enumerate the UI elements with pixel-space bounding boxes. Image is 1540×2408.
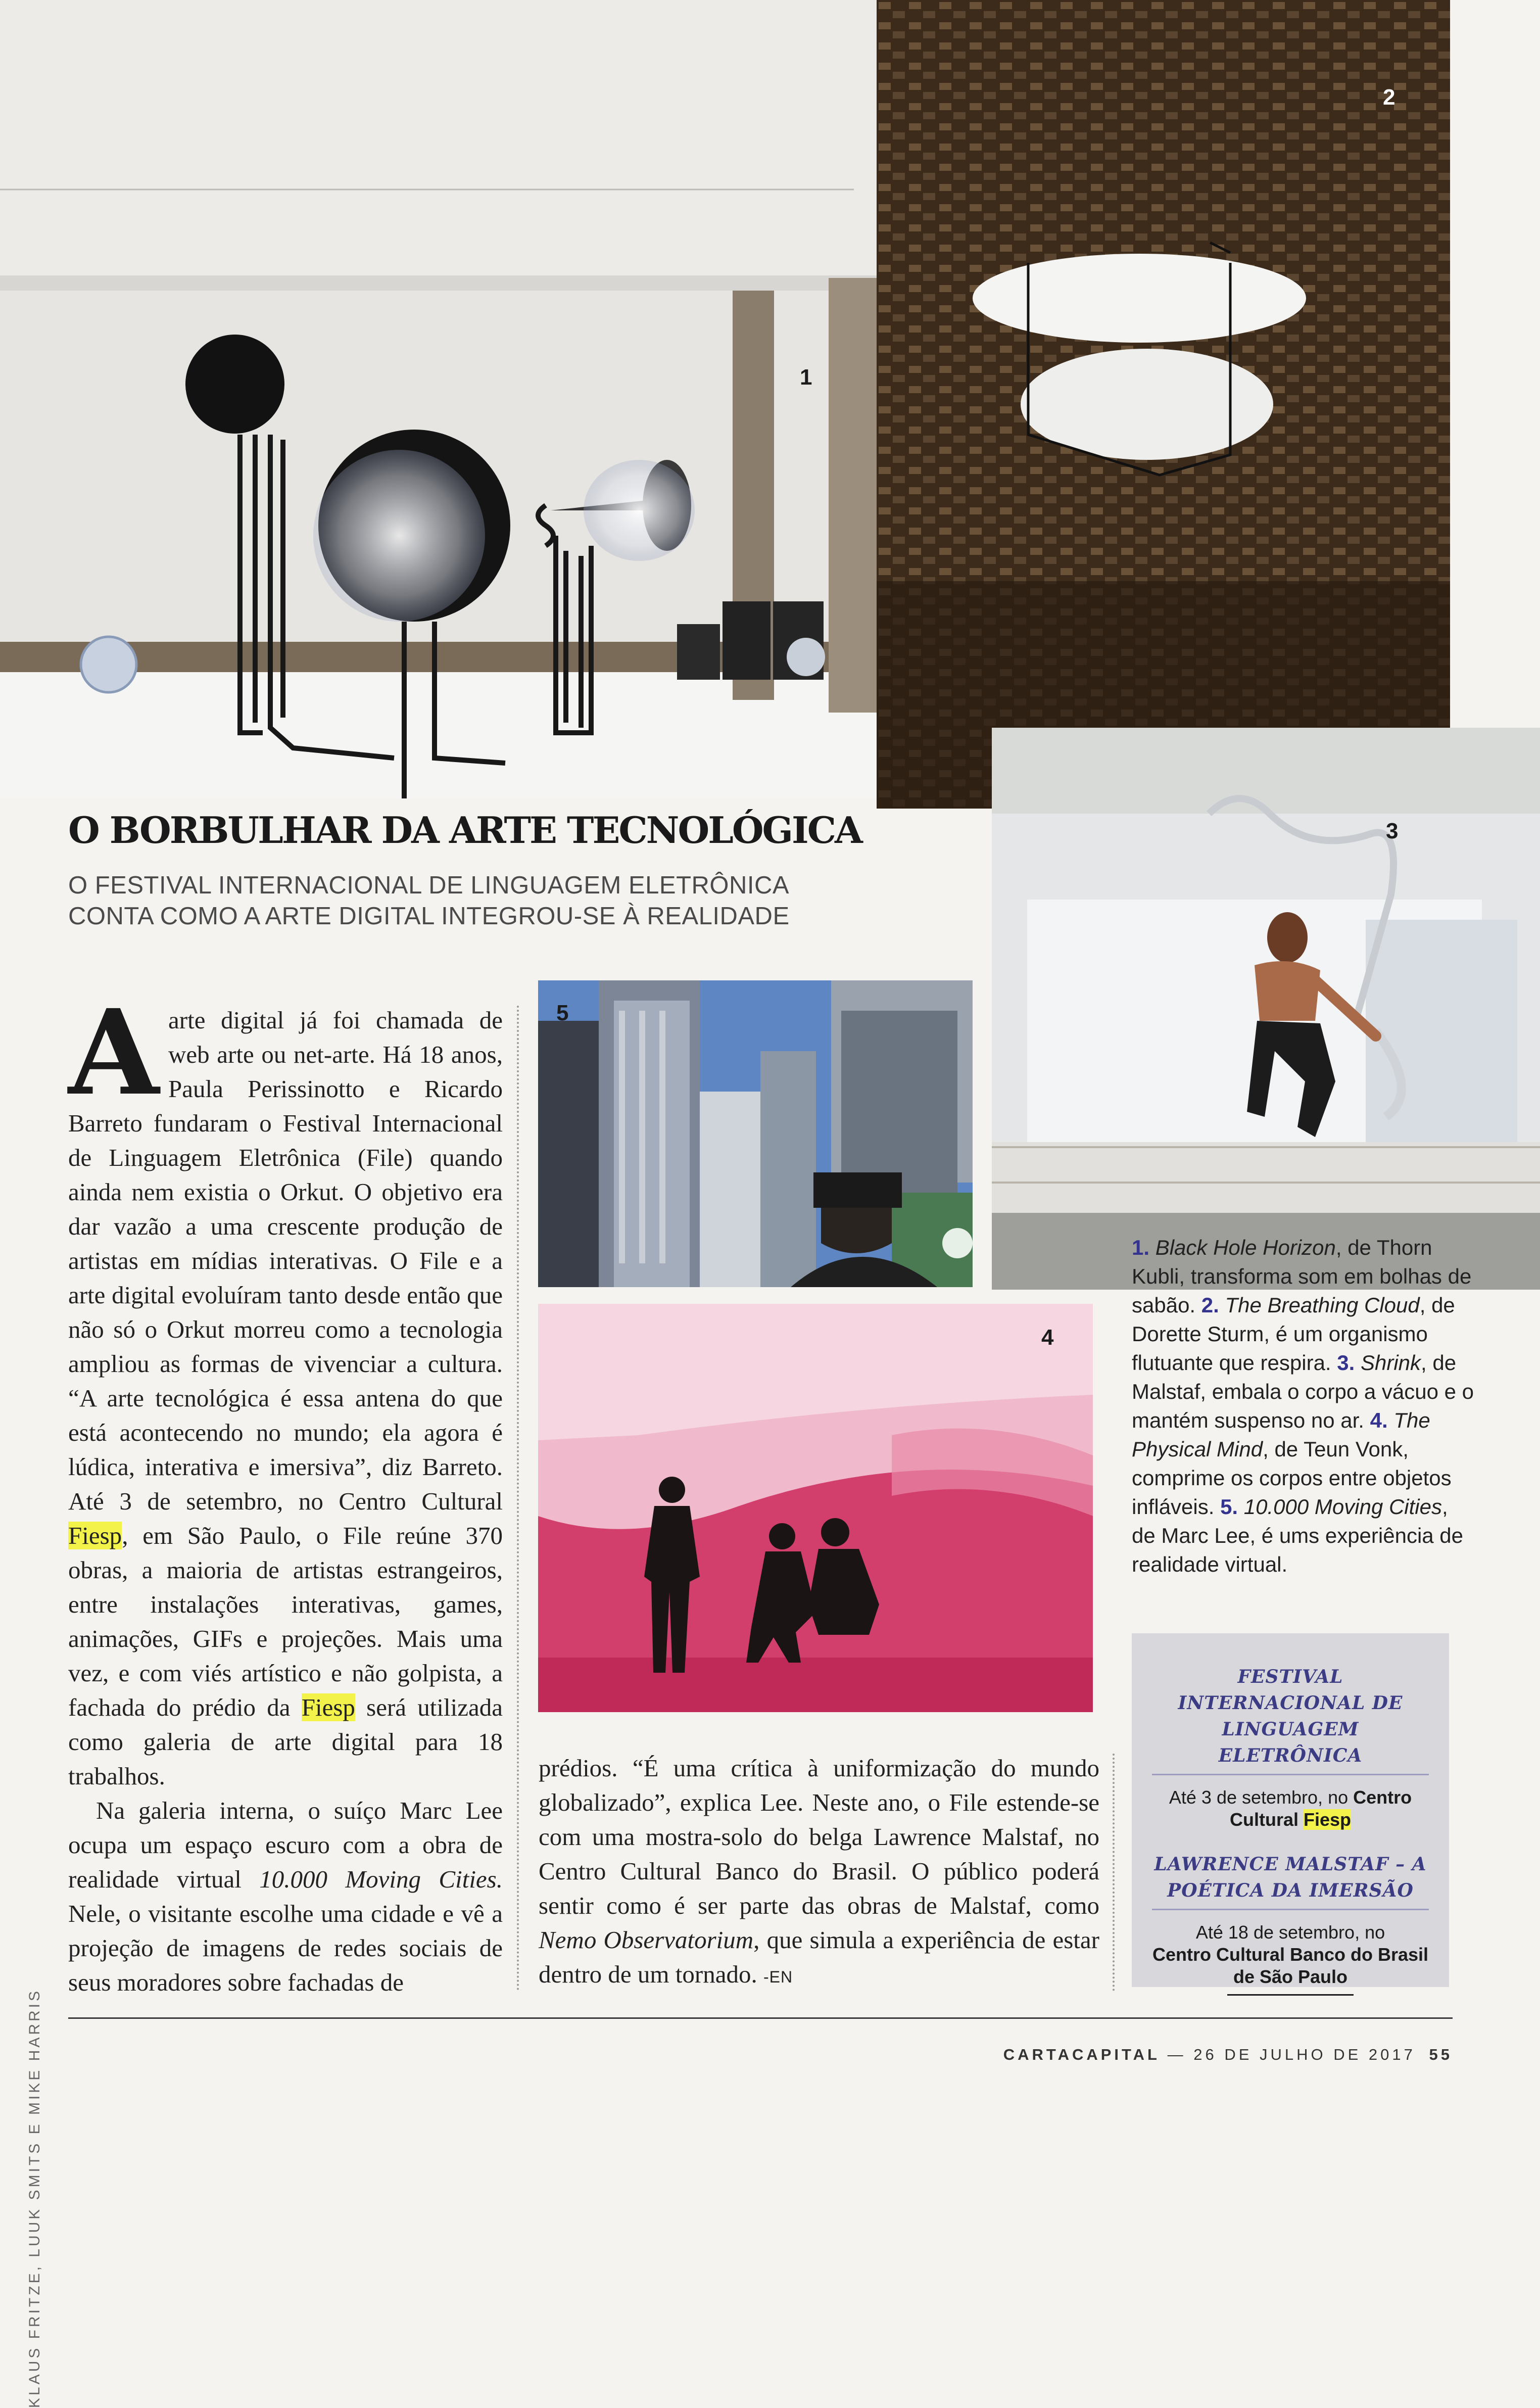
event-2-date: Até 18 de setembro, no [1195, 1922, 1385, 1943]
work-title-nemo: Nemo Observatorium [539, 1926, 754, 1954]
caption-number: 1. [1132, 1236, 1150, 1259]
event-2-title: LAWRENCE MALSTAF – A POÉTICA DA IMERSÃO [1152, 1851, 1429, 1910]
photo-captions [1132, 1233, 1475, 1579]
footer-dash: — [1167, 2046, 1186, 2063]
column-divider-1 [517, 1006, 519, 1991]
caption-title: 10.000 Moving Cities [1243, 1495, 1442, 1519]
photo-2-breathing-cloud [877, 0, 1450, 809]
article-headline: O BORBULHAR DA ARTE TECNOLÓGICA [68, 809, 861, 852]
article-body-column-1 [68, 983, 503, 2000]
event-2-rule [1227, 1994, 1354, 1996]
article-subheadline: O FESTIVAL INTERNACIONAL DE LINGUAGEM ELETRÔNICA CONTA COMO A ARTE DIGITAL INTEGROU-SE À REALIDADE [68, 872, 790, 930]
photo-3-shrink [992, 728, 1540, 1290]
page-footer [960, 2046, 1453, 2064]
body-paragraph-1c: será utilizada como galeria de arte digital para 18 trabalhos. [68, 1693, 503, 1790]
photo-5-number: 5 [556, 1001, 569, 1025]
caption-text: , de Thorn Kubli, transforma som em bolhas de sabão. [1132, 1236, 1472, 1317]
event-1-info [1152, 1786, 1429, 1831]
event-info-box [1132, 1633, 1449, 1987]
photo-1-black-hole-horizon [0, 0, 973, 798]
caption-text: , de Marc Lee, é ums experiência de realidade virtual. [1132, 1495, 1464, 1576]
caption-text: , de Malstaf, embala o corpo a vácuo e o mantém suspenso no ar. [1132, 1351, 1474, 1432]
highlight-fiesp-2: Fiesp [301, 1693, 355, 1721]
drop-cap: A [68, 983, 160, 1121]
photo-3-number: 3 [1386, 819, 1399, 843]
page-number: 55 [1429, 2046, 1453, 2063]
body-paragraph-2b: Nele, o visitante escolhe uma cidade e vê a projeção de imagens de redes sociais de seus moradores sobre fachadas de [68, 1900, 503, 1996]
event-1-title: FESTIVAL INTERNACIONAL DE LINGUAGEM ELETRÔNICA [1152, 1664, 1429, 1775]
photo-credit: KLAUS FRITZE, LUUK SMITS E MIKE HARRIS [26, 1989, 43, 2408]
footer-rule [68, 2017, 1453, 2019]
column-divider-2 [1113, 1754, 1115, 1991]
caption-number: 2. [1201, 1293, 1219, 1317]
body-paragraph-1a: arte digital já foi chamada de web arte ou net-arte. Há 18 anos, Paula Perissinotto e Ricardo Barreto fundaram o Festival Internacional de Linguagem Eletrônica (File) quando ainda nem existia o Orkut. O objetivo era dar vazão a uma crescente produção de artistas em mídias interativas. O File e a arte digital evoluíram tanto desde então que não só o Orkut morreu como a tecnologia ampliou as formas de vivenciar a cultura. “A arte tecnológica é essa antena do que está acontecendo no mundo; ela agora é lúdica, interativa e imersiva”, diz Barreto. Até 3 de setembro, no Centro Cultural [68, 1006, 503, 1515]
article-body-column-2 [539, 1751, 1099, 1994]
event-1-date: Até 3 de setembro, no [1169, 1787, 1354, 1808]
caption-number: 4. [1370, 1408, 1388, 1432]
caption-title: Shrink [1360, 1351, 1421, 1375]
author-signature: -EN [763, 1968, 793, 1986]
photo-1-number: 1 [800, 365, 812, 390]
caption-text: , de Dorette Sturm, é um organismo flutuante que respira. [1132, 1293, 1455, 1375]
footer-magazine-name: CARTACAPITAL [1003, 2046, 1160, 2063]
event-1-venue: Centro Cultural [1229, 1787, 1412, 1830]
event-2-info [1152, 1921, 1429, 1996]
caption-title: The Physical Mind [1132, 1408, 1430, 1461]
body-paragraph-2 [68, 1793, 503, 2000]
footer-date: 26 DE JULHO DE 2017 [1193, 2046, 1416, 2063]
body-paragraph-3a: prédios. “É uma crítica à uniformização do mundo globalizado”, explica Lee. Neste ano, o File estende-se com uma mostra-solo do belga Lawrence Malstaf, no Centro Cultural Banco do Brasil. O público poderá sentir como é ser parte das obras de Malstaf, como [539, 1754, 1099, 1919]
body-paragraph-3b: , que simula a experiência de estar dentro de um tornado. [539, 1926, 1099, 1988]
event-2-venue: Centro Cultural Banco do Brasil de São Paulo [1152, 1944, 1429, 1987]
work-title-moving-cities: 10.000 Moving Cities. [259, 1865, 503, 1893]
caption-text: , de Teun Vonk, comprime os corpos entre objetos infláveis. [1132, 1437, 1452, 1519]
photo-4-number: 4 [1041, 1325, 1054, 1350]
caption-title: The Breathing Cloud [1225, 1293, 1420, 1317]
photo-2-number: 2 [1383, 85, 1395, 110]
event-1-venue-fiesp: Fiesp [1303, 1809, 1352, 1830]
photo-5-moving-cities [538, 980, 973, 1287]
body-paragraph-2a: Na galeria interna, o suíço Marc Lee ocupa um espaço escuro com a obra de realidade virtual [68, 1797, 503, 1893]
caption-number: 3. [1337, 1351, 1355, 1375]
caption-number: 5. [1220, 1495, 1238, 1519]
body-paragraph-1b: , em São Paulo, o File reúne 370 obras, a maioria de artistas estrangeiros, entre instalações interativas, games, animações, GIFs e projeções. Mais uma vez, e com viés artístico e não golpista, a fachada do prédio da [68, 1522, 503, 1721]
caption-title: Black Hole Horizon [1155, 1236, 1336, 1259]
highlight-fiesp-1: Fiesp [68, 1522, 122, 1549]
photo-4-physical-mind [538, 1304, 1093, 1712]
